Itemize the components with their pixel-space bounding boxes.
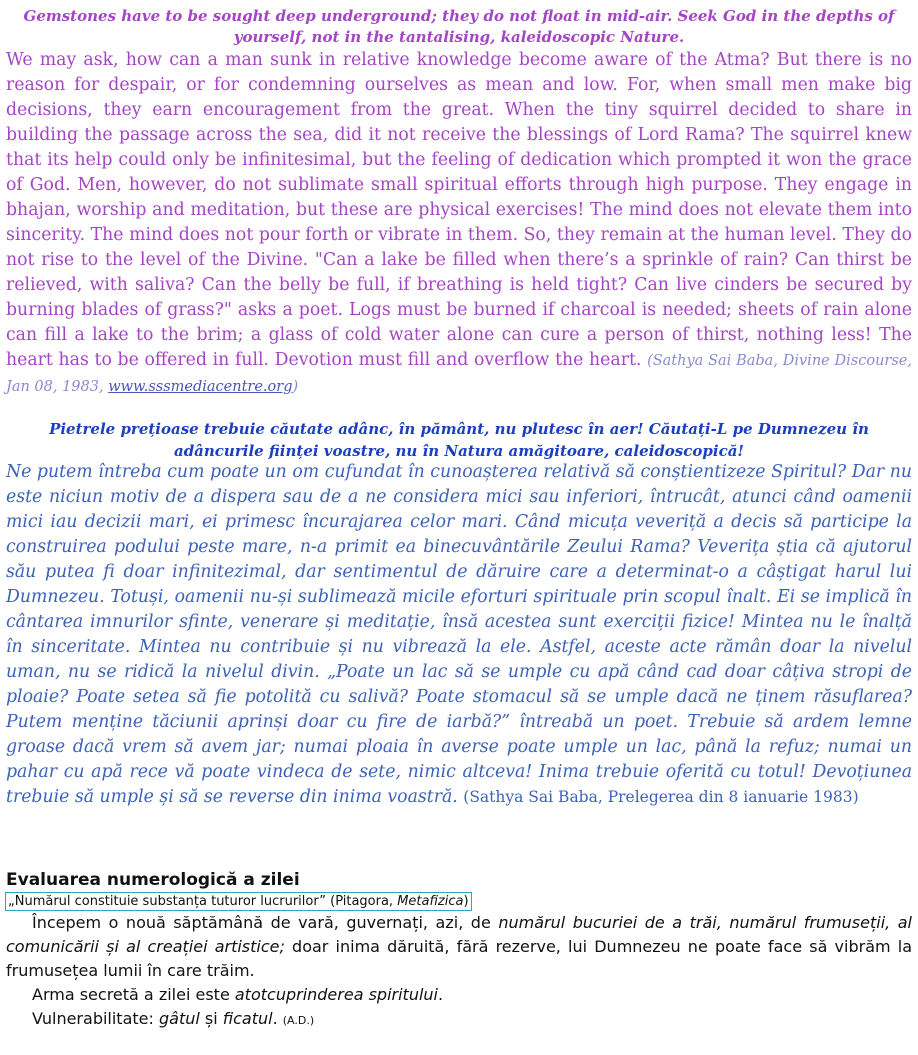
pythagoras-quote-text: „Numărul constituie substanța tuturor lucrurilor” (Pitagora, <box>8 894 398 909</box>
vulnerability-value-1: gâtul <box>158 1009 200 1028</box>
day-number-description: numărul bucuriei de a trăi, numărul frumuseții, al comunicării și al creației artistice; <box>6 913 912 956</box>
vulnerability-value-2: ficatul <box>222 1009 273 1028</box>
numerology-body <box>6 911 912 1033</box>
numerology-paragraph-day <box>6 911 912 983</box>
day-text-start: Începem o nouă săptămână de vară, guvernați, azi, de <box>32 913 499 932</box>
numerology-paragraph-weapon <box>6 983 912 1007</box>
english-source-prefix: (Sathya Sai Baba, Divine Discourse, Jan 08, 1983, <box>6 353 912 395</box>
romanian-discourse-text: Ne putem întreba cum poate un om cufundat în cunoașterea relativă să conștientizeze Spiritul? Dar nu este niciun motiv de a dispera sau de a ne considera mici sau inferiori, întrucât, atunci când oamenii mici iau decizii mari, ei primesc încurajarea celor mari. Când micuța veveriță a decis să participe la construirea podului peste mare, n-a primit ea binecuvântările Zeului Rama? Veverița știa că ajutorul său putea fi doar infinitezimal, dar sentimentul de dăruire care a determinat-o a câștigat harul lui Dumnezeu. Totuși, oamenii nu-și sublimează micile eforturi spirituale prin scopul înalt. Ei se implică în cântarea imnurilor sfinte, venerare și meditație, însă acestea sunt exerciții fizice! Mintea nu le înalță în sinceritate. Mintea nu contribuie și nu vibrează la ele. Astfel, aceste acte rămân doar la nivelul uman, nu se ridică la nivelul divin. „Poate un lac să se umple cu apă când cad doar câțiva stropi de ploaie? Poate setea să fie potolită cu salivă? Poate stomacul să se umple dacă ne ținem răsuflarea? Putem menține tăciunii aprinși doar cu fire de iarbă?” întreabă un poet. Trebuie să ardem lemne groase dacă vrem să avem jar; numai ploaia în averse poate umple un lac, până la refuz; numai un pahar cu apă rece vă poate vindeca de sete, nimic altceva! Inima trebuie oferită cu totul! Devoțiunea trebuie să umple și să se reverse din inima voastră. <box>6 462 912 807</box>
day-text-end: doar inima dăruită, fără rezerve, lui Dumnezeu ne poate face să vibrăm la frumusețea lumii în care trăim. <box>6 937 913 980</box>
weapon-label: Arma secretă a zilei este <box>32 985 235 1004</box>
english-quote-title: Gemstones have to be sought deep underground; they do not float in mid-air. Seek God in the depths of yourself, not in the tantalising, kaleidoscopic Nature. <box>23 7 895 46</box>
weapon-end: . <box>438 985 444 1004</box>
vulnerability-connector: și <box>199 1009 223 1028</box>
vulnerability-end: . <box>272 1009 283 1028</box>
source-website-link[interactable]: www.sssmediacentre.org <box>108 379 293 395</box>
numerology-paragraph-vulnerability <box>6 1007 912 1033</box>
weapon-value: atotcuprinderea spiritului <box>234 985 438 1004</box>
romanian-discourse-body <box>6 460 912 810</box>
pythagoras-quote-work: Metafizica <box>397 894 464 909</box>
romanian-source: (Sathya Sai Baba, Prelegerea din 8 ianuarie 1983) <box>463 788 859 806</box>
vulnerability-label: Vulnerabilitate: <box>32 1009 159 1028</box>
english-discourse-text: We may ask, how can a man sunk in relative knowledge become aware of the Atma? But there is no reason for despair, or for condemning ourselves as mean and low. For, when small men make big decisions, they earn encouragement from the great. When the tiny squirrel decided to share in building the passage across the sea, did it not receive the blessings of Lord Rama? The squirrel knew that its help could only be infinitesimal, but the feeling of dedication which prompted it won the grace of God. Men, however, do not sublimate small spiritual efforts through high purpose. They engage in bhajan, worship and meditation, but these are physical exercises! The mind does not elevate them into sincerity. The mind does not pour forth or vibrate in them. So, they remain at the human level. They do not rise to the level of the Divine. "Can a lake be filled when there’s a sprinkle of rain? Can thirst be relieved, with saliva? Can the belly be full, if breathing is held tight? Can live cinders be secured by burning blades of grass?" asks a poet. Logs must be burned if charcoal is needed; sheets of rain alone can fill a lake to the brim; a glass of cold water alone can cure a person of thirst, nothing less! The heart has to be offered in full. Devotion must fill and overflow the heart. <box>6 50 912 370</box>
pythagoras-quote-box <box>5 892 472 911</box>
english-source-suffix: ) <box>292 379 299 395</box>
numerology-heading: Evaluarea numerologică a zilei <box>6 870 300 890</box>
english-discourse-body <box>6 48 912 400</box>
romanian-quote-title: Pietrele prețioase trebuie căutate adânc, în pământ, nu plutesc în aer! Căutați-L pe Dumnezeu în adâncurile ființei voastre, nu în Natura amăgitoare, caleidoscopică! <box>49 420 869 460</box>
author-initials: (A.D.) <box>282 1014 315 1027</box>
pythagoras-quote-end: ) <box>463 894 469 909</box>
